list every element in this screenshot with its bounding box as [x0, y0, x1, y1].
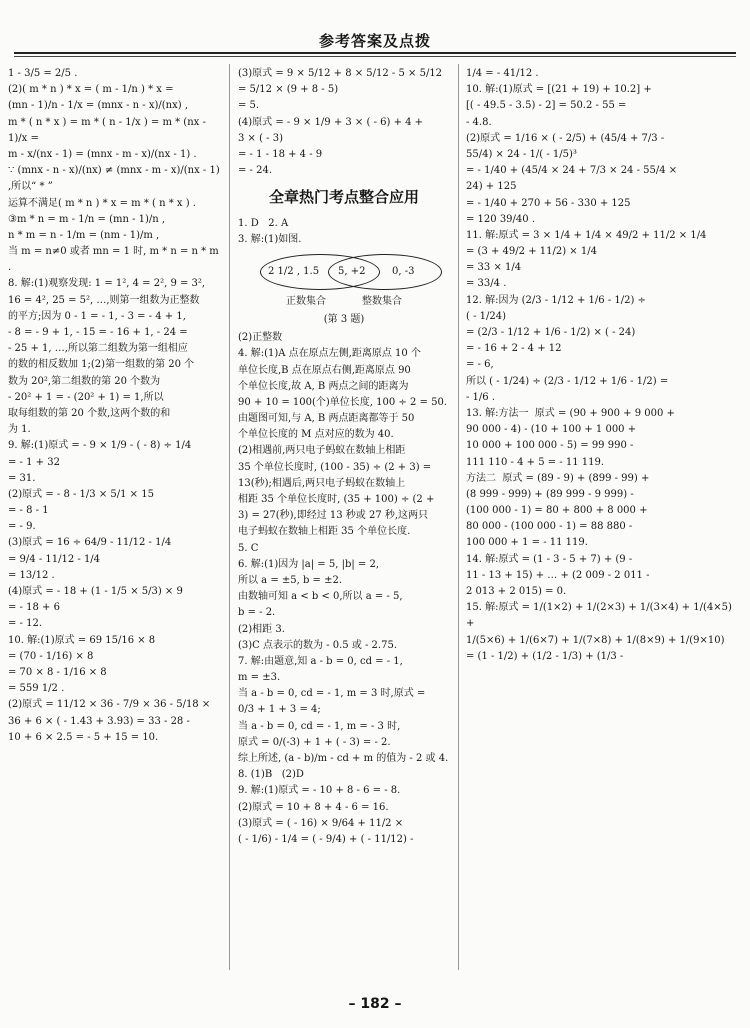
answer-line: = - 1/40 + 270 + 56 - 330 + 125 — [466, 197, 631, 209]
answer-line: = 559 1/2 . — [8, 683, 65, 695]
answer-line: 11 - 13 + 15) + … + (2 009 - 2 011 - — [466, 569, 650, 581]
answer-line: (3)原式 = 9 × 5/12 + 8 × 5/12 - 5 × 5/12 — [238, 68, 443, 79]
answer-line: b = - 2. — [238, 607, 276, 619]
answer-line: = - 6, — [466, 359, 494, 371]
answer-line: 24) + 125 — [466, 181, 517, 193]
answer-line: 16 = 4², 25 = 5², …,则第一组数为正整数 — [8, 294, 200, 306]
answer-line: 综上所述, (a - b)/m - cd + m 的值为 - 2 或 4. — [238, 753, 449, 765]
answer-line: 1/4 = - 41/12 . — [466, 68, 539, 79]
answer-line: 35 个单位长度时, (100 - 35) ÷ (2 + 3) = — [238, 461, 432, 473]
answer-line: 当 a - b = 0, cd = - 1, m = - 3 时, — [238, 720, 401, 732]
answer-line: = (2/3 - 1/12 + 1/6 - 1/2) × ( - 24) — [466, 327, 636, 338]
answer-line: 取每组数的第 20 个数,这两个数的和 — [8, 407, 171, 419]
answer-line: 13(秒);相遇后,两只电子蚂蚁在数轴上 — [238, 477, 406, 489]
answer-line: 运算不满足( m * n ) * x = m * ( n * x ) . — [8, 197, 196, 209]
page-number: – 182 – — [348, 996, 402, 1012]
answer-line: (2)原式 = - 8 - 1/3 × 5/1 × 15 — [8, 488, 154, 500]
answer-line: 11. 解:原式 = 3 × 1/4 + 1/4 × 49/2 + 11/2 × 1/4 — [466, 229, 707, 241]
answer-line: = 31. — [8, 472, 36, 484]
answer-line: m * ( n * x ) = m * ( n - 1/x ) = m * (nx - 1)/x = — [8, 116, 210, 144]
answer-line: 90 + 10 = 100(个)单位长度, 100 ÷ 2 = 50. — [238, 396, 447, 408]
answer-line: 80 000 - (100 000 - 1) = 88 880 - — [466, 521, 633, 533]
answer-line: (mn - 1)/n - 1/x = (mnx - n - x)/(nx) , — [8, 100, 189, 112]
answer-line: = (3 + 49/2 + 11/2) × 1/4 — [466, 246, 597, 258]
answer-line: (2)原式 = 10 + 8 + 4 - 6 = 16. — [238, 801, 389, 813]
answer-line: 10 000 + 100 000 - 5) = 99 990 - — [466, 440, 634, 452]
answer-line: = - 1 - 18 + 4 - 9 — [238, 148, 323, 160]
set-diagram — [256, 252, 450, 310]
column-divider — [229, 64, 230, 970]
answer-line: 由数轴可知 a < b < 0,所以 a = - 5, — [238, 591, 403, 603]
answer-line: 相距 35 个单位长度时, (35 + 100) ÷ (2 + — [238, 494, 435, 506]
answer-line: = - 16 + 2 - 4 + 12 — [466, 343, 562, 355]
answer-line: = 33/4 . — [466, 278, 507, 290]
answer-line: 36 + 6 × ( - 1.43 + 3.93) = 33 - 28 - — [8, 715, 190, 727]
answer-line: - 25 + 1, …,所以第二组数为第一组相应 — [8, 343, 188, 355]
answer-line: 10. 解:(1)原式 = 69 15/16 × 8 — [8, 634, 156, 646]
answer-line: = 70 × 8 - 1/16 × 8 — [8, 666, 107, 678]
answer-line: 2 013 + 2 015) = 0. — [466, 586, 567, 597]
answer-line: ∵ (mnx - n - x)/(nx) ≠ (mnx - m - x)/(nx - 1) ,所以“ * ” — [8, 165, 223, 193]
answer-line: 15. 解:原式 = 1/(1×2) + 1/(2×3) + 1/(3×4) + 1/(4×5) + — [466, 602, 736, 630]
header-rule — [14, 52, 736, 54]
answer-line: 的数的相反数加 1;(2)第一组数的第 20 个 — [8, 359, 195, 371]
col2-bottom-block — [238, 330, 450, 848]
answer-line: - 4.8. — [466, 116, 492, 128]
answer-line: = - 8 - 1 — [8, 505, 49, 517]
answer-line: (3)原式 = ( - 16) × 9/64 + 11/2 × — [238, 817, 404, 829]
answer-line: 12. 解:因为 (2/3 - 1/12 + 1/6 - 1/2) ÷ — [466, 294, 646, 306]
intersection-values: 5, +2 — [338, 265, 366, 277]
answer-line: (2)( m * n ) * x = ( m - 1/n ) * x = — [8, 84, 174, 96]
answer-line: 3) = 27(秒),即经过 13 秒或 27 秒,这两只 — [238, 510, 429, 522]
answer-line: 1/(5×6) + 1/(6×7) + 1/(7×8) + 1/(8×9) + 1/(9×10) — [466, 634, 725, 646]
answer-line: 个单位长度,故 A, B 两点之间的距离为 — [238, 380, 409, 392]
answer-line: = 5/12 × (9 + 8 - 5) — [238, 84, 339, 96]
answer-line: = (1 - 1/2) + (1/2 - 1/3) + (1/3 - — [466, 650, 624, 662]
answer-line: (8 999 - 999) + (89 999 - 9 999) - — [466, 488, 634, 500]
answer-line: 8. 解:(1)观察发现: 1 = 1², 4 = 2², 9 = 3², — [8, 278, 206, 290]
section-title: 全章热门考点整合应用 — [268, 188, 419, 207]
answer-line: (2)正整数 — [238, 332, 283, 344]
column-divider — [458, 64, 459, 970]
answer-line: m = ±3. — [238, 672, 281, 684]
answer-line: 5. C — [238, 542, 259, 554]
answer-line: 原式 = 0/(-3) + 1 + ( - 3) = - 2. — [238, 736, 391, 748]
answer-column-middle — [238, 66, 450, 966]
answer-line: 3 × ( - 3) — [238, 132, 283, 144]
answer-line: 电子蚂蚁在数轴上相距 35 个单位长度. — [238, 526, 411, 538]
answer-line: = - 18 + 6 — [8, 602, 60, 614]
page-header: 参考答案及点拨 — [318, 32, 431, 50]
answer-line: 所以 ( - 1/24) ÷ (2/3 - 1/12 + 1/6 - 1/2) = — [466, 375, 669, 387]
answer-line: (4)原式 = - 18 + (1 - 1/5 × 5/3) × 9 — [8, 586, 183, 597]
answer-line: 8. (1)B (2)D — [238, 769, 304, 781]
answer-line: 100 000 + 1 = - 11 119. — [466, 537, 588, 549]
answer-line: 当 a - b = 0, cd = - 1, m = 3 时,原式 = — [238, 688, 426, 700]
answer-line: - 20² + 1 = - (20² + 1) = 1,所以 — [8, 391, 164, 403]
header-rule-thin — [14, 56, 736, 57]
answer-line: 7. 解:由题意,知 a - b = 0, cd = - 1, — [238, 655, 403, 667]
col2-mid-block — [238, 216, 450, 248]
answer-line: = - 1 + 32 — [8, 456, 60, 468]
answer-line: 所以 a = ±5, b = ±2. — [238, 574, 343, 586]
answer-line: = (70 - 1/16) × 8 — [8, 650, 94, 662]
col2-top-block — [238, 66, 450, 179]
answer-line: 90 000 - 4) - (10 + 100 + 1 000 + — [466, 424, 637, 436]
answer-line: [( - 49.5 - 3.5) - 2] = 50.2 - 55 = — [466, 100, 627, 112]
answer-line: (3)C 点表示的数为 - 0.5 或 - 2.75. — [238, 639, 397, 651]
answer-column-left — [8, 66, 222, 966]
answer-line: - 8 = - 9 + 1, - 15 = - 16 + 1, - 24 = — [8, 327, 188, 338]
answer-line: ( - 1/6) - 1/4 = ( - 9/4) + ( - 11/12) - — [238, 833, 414, 845]
answer-line: ③m * n = m - 1/n = (mn - 1)/n , — [8, 213, 166, 225]
answer-line: = 5. — [238, 100, 260, 112]
answer-line: = - 12. — [8, 618, 43, 630]
answer-line: 3. 解:(1)如图. — [238, 233, 302, 245]
answer-line: 4. 解:(1)A 点在原点左侧,距离原点 10 个 — [238, 348, 421, 360]
answer-line: m - x/(nx - 1) = (mnx - m - x)/(nx - 1) . — [8, 148, 197, 160]
answer-line: 111 110 - 4 + 5 = - 11 119. — [466, 456, 605, 468]
answer-line: = - 24. — [238, 165, 273, 177]
answer-line: 数为 20²,第二组数的第 20 个数为 — [8, 375, 161, 387]
answer-line: 10. 解:(1)原式 = [(21 + 19) + 10.2] + — [466, 84, 652, 96]
figure-caption: (第 3 题) — [323, 313, 365, 325]
answer-line: 1. D 2. A — [238, 217, 289, 229]
answer-line: = 9/4 - 11/12 - 1/4 — [8, 553, 101, 565]
answer-line: (2)原式 = 11/12 × 36 - 7/9 × 36 - 5/18 × — [8, 699, 211, 711]
positive-only-values: 2 1/2 , 1.5 — [268, 265, 320, 277]
answer-line: (4)原式 = - 9 × 1/9 + 3 × ( - 6) + 4 + — [238, 116, 424, 128]
positive-set-label: 正数集合 — [286, 295, 326, 307]
answer-line: 9. 解:(1)原式 = - 9 × 1/9 - ( - 8) ÷ 1/4 — [8, 440, 192, 452]
integer-only-values: 0, -3 — [392, 265, 415, 277]
answer-line: (2)原式 = 1/16 × ( - 2/5) + (45/4 + 7/3 - — [466, 132, 665, 144]
answer-line: 当 m = n≠0 或者 mn = 1 时, m * n = n * m . — [8, 246, 222, 274]
answer-line: 9. 解:(1)原式 = - 10 + 8 - 6 = - 8. — [238, 785, 401, 797]
answer-line: 个单位长度的 M 点对应的数为 40. — [238, 429, 394, 441]
answer-line: (2)相遇前,两只电子蚂蚁在数轴上相距 — [238, 445, 406, 457]
answer-line: = 120 39/40 . — [466, 213, 535, 225]
answer-line: = 13/12 . — [8, 569, 55, 581]
answer-line: 0/3 + 1 + 3 = 4; — [238, 704, 321, 716]
answer-line: n * m = n - 1/m = (nm - 1)/m , — [8, 229, 160, 241]
answer-line: = - 9. — [8, 521, 36, 533]
answer-line: 6. 解:(1)因为 |a| = 5, |b| = 2, — [238, 558, 380, 570]
answer-line: 13. 解:方法一 原式 = (90 + 900 + 9 000 + — [466, 407, 675, 419]
answer-line: 由题图可知,与 A, B 两点距离都等于 50 — [238, 413, 415, 425]
answer-line: ( - 1/24) — [466, 310, 506, 322]
answer-line: 为 1. — [8, 424, 31, 436]
answer-line: 单位长度,B 点在原点右侧,距离原点 90 — [238, 364, 411, 376]
answer-line: 14. 解:原式 = (1 - 3 - 5 + 7) + (9 - — [466, 553, 633, 565]
answer-column-right — [466, 66, 742, 966]
answer-line: = 33 × 1/4 — [466, 262, 522, 274]
answer-line: 10 + 6 × 2.5 = - 5 + 15 = 10. — [8, 731, 159, 743]
answer-line: 的平方;因为 0 - 1 = - 1, - 3 = - 4 + 1, — [8, 310, 186, 322]
answer-line: - 1/6 . — [466, 391, 496, 403]
integer-set-label: 整数集合 — [362, 295, 402, 307]
answer-line: = - 1/40 + (45/4 × 24 + 7/3 × 24 - 55/4 × — [466, 165, 678, 177]
answer-line: 55/4) × 24 - 1/( - 1/5)³ — [466, 148, 577, 160]
answer-line: (3)原式 = 16 ÷ 64/9 - 11/12 - 1/4 — [8, 537, 172, 549]
answer-line: 1 - 3/5 = 2/5 . — [8, 68, 78, 79]
answer-line: (100 000 - 1) = 80 + 800 + 8 000 + — [466, 505, 648, 517]
answer-line: 方法二 原式 = (89 - 9) + (899 - 99) + — [466, 472, 650, 484]
answer-line: (2)相距 3. — [238, 623, 285, 635]
